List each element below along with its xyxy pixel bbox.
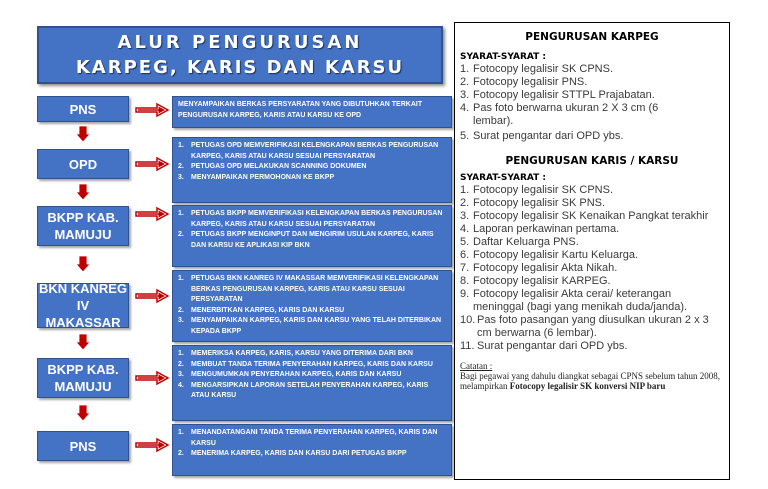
list-item: 8. Fotocopy legalisir KARPEG. <box>460 275 611 287</box>
karis-syarat-label: SYARAT-SYARAT : <box>460 173 547 183</box>
list-item: 5. Surat pengantar dari OPD ybs. <box>460 130 624 142</box>
list-item: 2. Fotocopy legalisir SK PNS. <box>460 197 606 209</box>
down-arrow-icon <box>76 333 90 351</box>
note-caption: Catatan : <box>460 361 493 371</box>
list-item: 3. Fotocopy legalisir SK Kenaikan Pangkat terakhir <box>460 210 709 222</box>
title-line-1: ALUR PENGURUSAN <box>117 32 363 53</box>
karis-requirements-list <box>460 184 724 353</box>
step-label: PNS <box>69 101 97 117</box>
step-box-pns <box>37 96 129 122</box>
list-item: 4. MENGARSIPKAN LAPORAN SETELAH PENYERAHAN KARPEG, KARIS ATAU KARSU <box>178 381 429 399</box>
right-arrow-icon <box>135 102 169 118</box>
right-arrow-icon <box>135 206 169 222</box>
list-item: 2. Fotocopy legalisir PNS. <box>460 76 588 88</box>
list-item: 3. MENGUMUMKAN PENYERAHAN KARPEG, KARIS DAN KARSU <box>178 371 402 378</box>
list-item: 2. PETUGAS BKPP MENGINPUT DAN MENGIRIM USULAN KARPEG, KARIS DAN KARSU KE APLIKASI KIP BKN <box>178 231 434 249</box>
karpeg-heading: PENGURUSAN KARPEG <box>525 31 659 43</box>
description-box-opd <box>172 137 452 203</box>
list-item: 4. Laporan perkawinan pertama. <box>460 223 620 235</box>
list-item: 1. Fotocopy legalisir SK CPNS. <box>460 63 613 75</box>
description-list <box>178 141 446 183</box>
description-list <box>178 428 446 460</box>
list-item: 2. PETUGAS OPD MELAKUKAN SCANNING DOKUMEN <box>178 163 367 170</box>
right-arrow-icon <box>135 370 169 386</box>
list-item: 3. Fotocopy legalisir STTPL Prajabatan. <box>460 89 655 101</box>
list-item: 5. Daftar Keluarga PNS. <box>460 236 579 248</box>
description-text: MENYAMPAIKAN BERKAS PERSYARATAN YANG DIBUTUHKAN TERKAIT PENGURUSAN KARPEG, KARIS ATAU KARSU KE OPD <box>178 101 423 119</box>
note-text: Bagi pegawai yang dahulu diangkat sebagai CPNS sebelum tahun 2008, melampirkan <box>460 371 720 391</box>
list-item: 3. MENYAMPAIKAN PERMOHONAN KE BKPP <box>178 173 335 181</box>
step-label: BKN KANREG IV MAKASSAR <box>38 281 128 330</box>
note-bold-text: Fotocopy legalisir SK konversi NIP baru <box>509 381 666 391</box>
list-item: 11. Surat pengantar dari OPD ybs. <box>460 340 628 352</box>
down-arrow-icon <box>76 183 90 201</box>
down-arrow-icon <box>76 125 90 143</box>
description-list <box>178 349 446 402</box>
step-box-bkn-kanreg <box>37 283 129 328</box>
description-box-pns-final <box>172 424 452 476</box>
list-item: 6. Fotocopy legalisir Kartu Keluarga. <box>460 249 639 261</box>
description-list <box>178 274 446 337</box>
right-arrow-icon <box>135 288 169 304</box>
step-box-opd <box>37 149 129 179</box>
list-item: 1. Fotocopy legalisir SK CPNS. <box>460 184 613 196</box>
right-arrow-icon <box>135 437 169 453</box>
title-line-2: KARPEG, KARIS DAN KARSU <box>75 57 405 78</box>
description-box-bkpp-2 <box>172 345 452 421</box>
list-item: 7. Fotocopy legalisir Akta Nikah. <box>460 262 618 274</box>
step-label: BKPP KAB. MAMUJU <box>47 210 119 242</box>
list-item: 2. MENERBITKAN KARPEG, KARIS DAN KARSU <box>178 306 345 314</box>
list-item: 2. MEMBUAT TANDA TERIMA PENYERAHAN KARPEG, KARIS DAN KARSU <box>178 360 433 368</box>
right-arrow-icon <box>135 156 169 172</box>
list-item: 3. MENYAMPAIKAN KARPEG, KARIS DAN KARSU YANG TELAH DITERBIKAN KEPADA BKPP <box>178 317 442 335</box>
description-box-bkpp <box>172 205 452 267</box>
list-item: 1. MEMERIKSA KARPEG, KARIS, KARSU YANG DITERIMA DARI BKN <box>178 350 413 357</box>
step-label: BKPP KAB. MAMUJU <box>47 362 119 394</box>
step-box-bkpp-2 <box>37 358 129 398</box>
list-item: 9. Fotocopy legalisir Akta cerai/ keterangan meninggal (bagi yang menikah duda/janda). <box>460 288 688 313</box>
list-item: 1. PETUGAS OPD MEMVERIFIKASI KELENGKAPAN BERKAS PENGURUSAN KARPEG, KARIS ATAU KARSU SESUAI PERSYARATAN <box>178 142 439 160</box>
list-item: 1. PETUGAS BKPP MEMVERIFIKASI KELENGKAPAN BERKAS PENGURUSAN KARPEG, KARIS ATAU KARSU SESUAI PERSYARATAN <box>178 210 443 228</box>
list-item: 1. MENANDATANGANI TANDA TERIMA PENYERAHAN KARPEG, KARIS DAN KARSU <box>178 429 438 447</box>
step-box-pns-final <box>37 431 129 461</box>
list-item: 10. Pas foto pasangan yang diusulkan ukuran 2 x 3 cm berwarna (6 lembar). <box>460 314 709 339</box>
requirements-panel <box>454 22 730 480</box>
karpeg-syarat-label: SYARAT-SYARAT : <box>460 52 547 62</box>
list-item: 1. PETUGAS BKN KANREG IV MAKASSAR MEMVERIFIKASI KELENGKAPAN BERKAS PENGURUSAN KARPEG, KARIS ATAU KARSU SESUAI PERSYARATAN <box>178 275 439 303</box>
description-box-pns <box>172 96 452 128</box>
down-arrow-icon <box>76 255 90 273</box>
list-item: 4. Pas foto berwarna ukuran 2 X 3 cm (6 lembar). <box>460 102 659 127</box>
step-label: OPD <box>68 156 98 172</box>
karis-karsu-heading: PENGURUSAN KARIS / KARSU <box>505 155 679 167</box>
description-list <box>178 209 446 251</box>
diagram-title <box>37 26 443 84</box>
note <box>460 361 724 391</box>
down-arrow-icon <box>76 404 90 422</box>
step-label: PNS <box>69 438 97 454</box>
description-box-bkn-kanreg <box>172 270 452 342</box>
list-item: 2. MENERIMA KARPEG, KARIS DAN KARSU DARI PETUGAS BKPP <box>178 450 407 457</box>
step-box-bkpp <box>37 206 129 246</box>
karpeg-requirements-list <box>460 63 724 143</box>
